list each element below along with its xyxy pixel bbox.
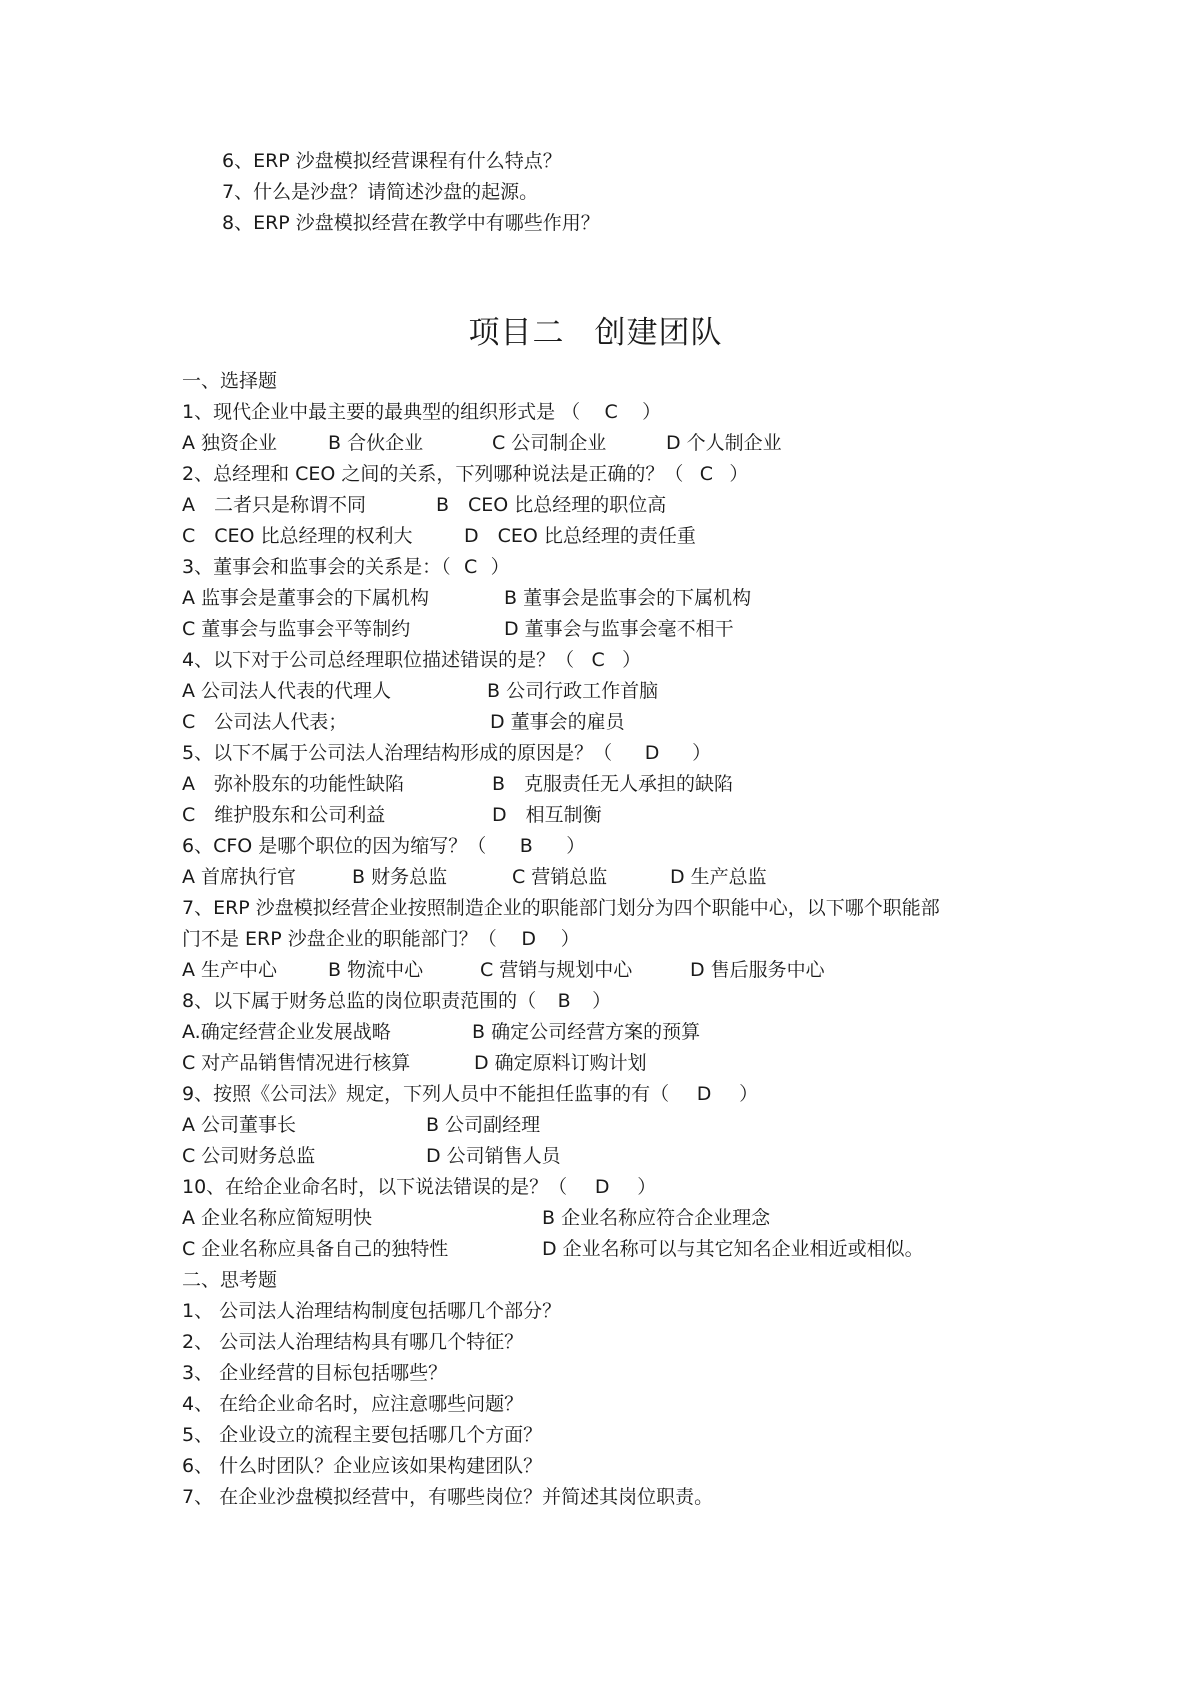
option: C CEO 比总经理的权利大 [182,525,413,547]
question-stem: 3、董事会和监事会的关系是：（ C ） [182,556,510,578]
think-question: 3、 企业经营的目标包括哪些？ [182,1362,448,1384]
option: A 公司法人代表的代理人 [182,680,392,702]
option: B 公司副经理 [426,1114,541,1136]
prior-question: 8、ERP 沙盘模拟经营在教学中有哪些作用？ [222,212,600,234]
title-part-2: 创建团队 [594,315,723,351]
option: B 董事会是监事会的下属机构 [504,587,752,609]
think-question: 6、 什么时团队？企业应该如果构建团队？ [182,1455,543,1477]
option: C 董事会与监事会平等制约 [182,618,411,640]
question-stem: 1、现代企业中最主要的最典型的组织形式是 （ C ） [182,401,662,423]
option: C 公司法人代表； [182,711,348,733]
option: C 营销总监 [512,866,608,888]
page-title [0,313,1191,353]
options-row [182,586,1082,610]
option: A.确定经营企业发展战略 [182,1021,391,1043]
options-row [182,431,1082,455]
option: B 财务总监 [352,866,448,888]
think-question: 7、 在企业沙盘模拟经营中，有哪些岗位？并简述其岗位职责。 [182,1486,714,1508]
options-row [182,679,1082,703]
option: D 董事会的雇员 [490,711,625,733]
option: B 公司行政工作首脑 [487,680,659,702]
options-row [182,1206,1082,1230]
option: D 确定原料订购计划 [474,1052,647,1074]
question-stem: 7、ERP 沙盘模拟经营企业按照制造企业的职能部门划分为四个职能中心，以下哪个职能部 [182,897,940,919]
question-stem: 8、以下属于财务总监的岗位职责范围的（ B ） [182,990,612,1012]
option: A 弥补股东的功能性缺陷 [182,773,404,795]
answer-letter: D [696,1083,712,1105]
option: A 监事会是董事会的下属机构 [182,587,430,609]
answer-letter: D [521,928,537,950]
option: B 企业名称应符合企业理念 [542,1207,771,1229]
think-question: 4、 在给企业命名时，应注意哪些问题？ [182,1393,524,1415]
think-question: 5、 企业设立的流程主要包括哪几个方面？ [182,1424,543,1446]
option: D 公司销售人员 [426,1145,561,1167]
answer-letter: D [594,1176,610,1198]
option: C 公司财务总监 [182,1145,316,1167]
options-row [182,710,1082,734]
option: D 相互制衡 [492,804,602,826]
option: A 二者只是称谓不同 [182,494,366,516]
answer-letter: C [463,556,478,578]
option: A 公司董事长 [182,1114,297,1136]
prior-question: 7、什么是沙盘？请简述沙盘的起源。 [222,181,539,203]
answer-letter: B [519,835,533,857]
option: C 维护股东和公司利益 [182,804,386,826]
options-row [182,617,1082,641]
option: C 对产品销售情况进行核算 [182,1052,411,1074]
options-row [182,493,1082,517]
option: D 董事会与监事会毫不相干 [504,618,734,640]
prior-question: 6、ERP 沙盘模拟经营课程有什么特点？ [222,150,562,172]
option: B 确定公司经营方案的预算 [472,1021,701,1043]
option: D CEO 比总经理的责任重 [464,525,696,547]
options-row [182,1144,1082,1168]
option: B 物流中心 [328,959,424,981]
question-stem: 6、CFO 是哪个职位的因为缩写？（ B ） [182,835,586,857]
option: A 生产中心 [182,959,278,981]
option: C 营销与规划中心 [480,959,633,981]
options-row [182,958,1082,982]
question-stem: 9、按照《公司法》规定，下列人员中不能担任监事的有（ D ） [182,1083,759,1105]
option: C 公司制企业 [492,432,607,454]
answer-letter: D [644,742,660,764]
options-row [182,772,1082,796]
option: A 独资企业 [182,432,278,454]
question-stem: 2、总经理和 CEO 之间的关系，下列哪种说法是正确的？（ C ） [182,463,749,485]
options-row [182,1113,1082,1137]
think-question: 1、 公司法人治理结构制度包括哪几个部分？ [182,1300,562,1322]
section-heading-choice: 一、选择题 [182,370,278,392]
option: D 企业名称可以与其它知名企业相近或相似。 [542,1238,924,1260]
question-stem: 4、以下对于公司总经理职位描述错误的是？（ C ） [182,649,642,671]
question-stem: 10、在给企业命名时，以下说法错误的是？（ D ） [182,1176,657,1198]
option: A 首席执行官 [182,866,297,888]
options-row [182,865,1082,889]
option: C 企业名称应具备自己的独特性 [182,1238,449,1260]
answer-letter: B [557,990,571,1012]
option: B CEO 比总经理的职位高 [436,494,667,516]
option: D 售后服务中心 [690,959,825,981]
option: D 个人制企业 [666,432,782,454]
section-heading-think: 二、思考题 [182,1269,278,1291]
option: B 合伙企业 [328,432,424,454]
option: B 克服责任无人承担的缺陷 [492,773,734,795]
question-stem-continued: 门不是 ERP 沙盘企业的职能部门？（ D ） [182,928,580,950]
answer-letter: C [699,463,714,485]
answer-letter: C [591,649,605,671]
answer-letter: C [604,401,618,423]
options-row [182,1051,1082,1075]
options-row [182,1020,1082,1044]
options-row [182,1237,1082,1261]
option: D 生产总监 [670,866,767,888]
options-row [182,524,1082,548]
title-part-1: 项目二 [468,315,565,351]
think-question: 2、 公司法人治理结构具有哪几个特征？ [182,1331,524,1353]
options-row [182,803,1082,827]
question-stem: 5、以下不属于公司法人治理结构形成的原因是？（ D ） [182,742,712,764]
option: A 企业名称应简短明快 [182,1207,373,1229]
